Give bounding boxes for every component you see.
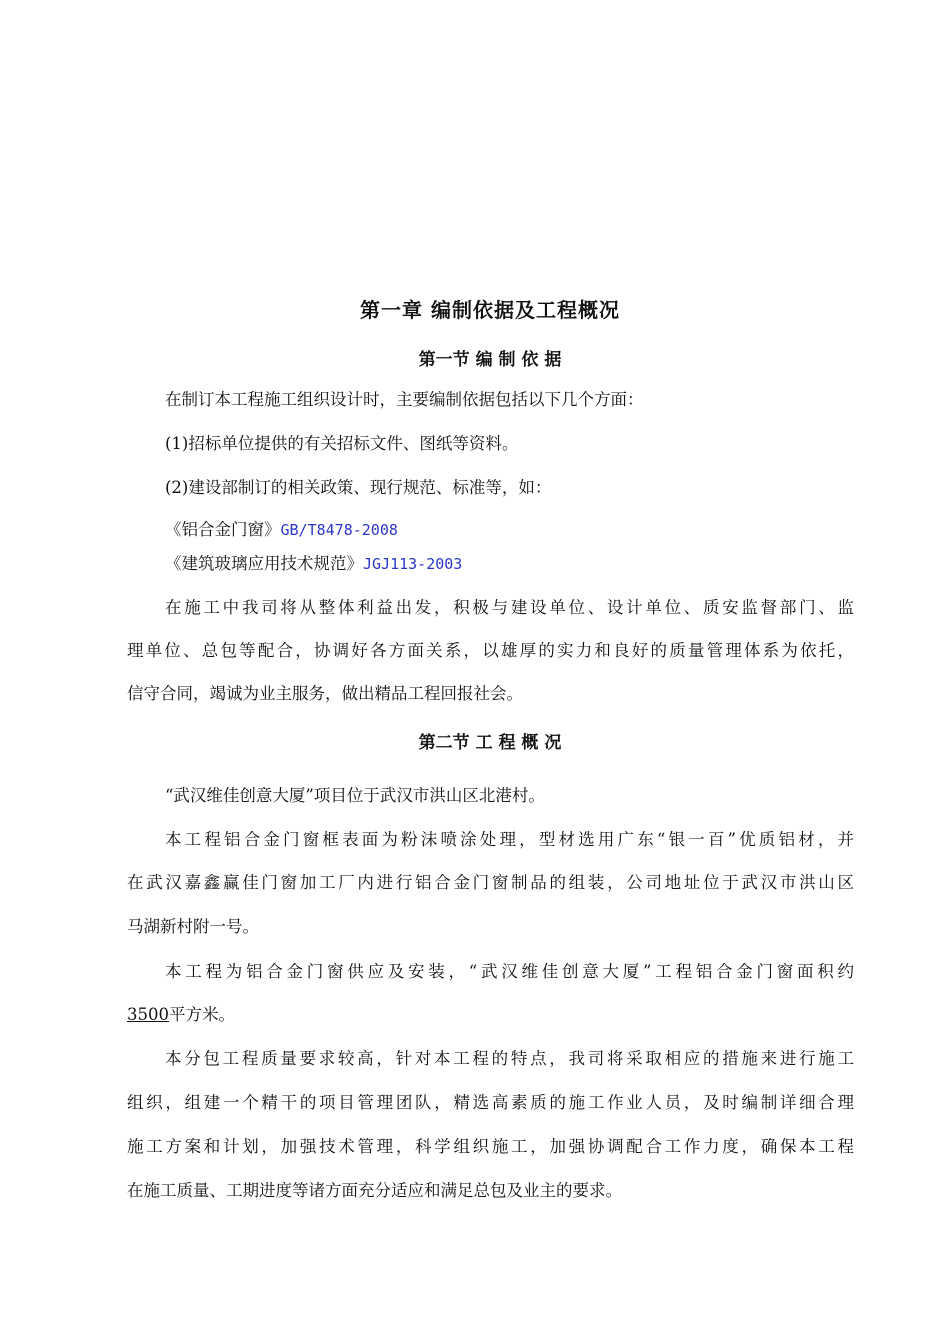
section2-para2-line-3: 马湖新村附一号。 xyxy=(127,917,259,936)
section2-para4-line-3: 施工方案和计划，加强技术管理，科学组织施工，加强协调配合工作力度，确保本工程 xyxy=(127,1137,854,1156)
standard-ref-2-title: 《建筑玻璃应用技术规范》 xyxy=(165,554,363,573)
standard-ref-1-title: 《铝合金门窗》 xyxy=(165,520,281,539)
standard-ref-2-code: JGJ113-2003 xyxy=(363,555,463,573)
section2-para4-line-2: 组织，组建一个精干的项目管理团队，精选高素质的施工作业人员，及时编制详细合理 xyxy=(127,1093,854,1112)
section2-para2-line-1: 本工程铝合金门窗框表面为粉沫喷涂处理，型材选用广东“银一百”优质铝材，并 xyxy=(165,830,854,849)
project-location: “武汉维佳创意大厦”项目位于武汉市洪山区北港村。 xyxy=(165,786,545,805)
section2-title: 第二节 工 程 概 况 xyxy=(418,733,562,753)
section2-para4-line-1: 本分包工程质量要求较高，针对本工程的特点，我司将采取相应的措施来进行施工 xyxy=(165,1049,854,1068)
window-area-unit: 平方米。 xyxy=(169,1005,235,1024)
basis-item-1: (1)招标单位提供的有关招标文件、图纸等资料。 xyxy=(165,434,519,453)
standard-ref-2 xyxy=(165,550,462,574)
section2-para4-line-4: 在施工质量、工期进度等诸方面充分适应和满足总包及业主的要求。 xyxy=(127,1181,622,1200)
section1-paragraph-line-3: 信守合同，竭诚为业主服务，做出精品工程回报社会。 xyxy=(127,684,523,703)
standard-ref-1-code: GB/T8478-2008 xyxy=(280,521,398,539)
section2-para3-line-1: 本工程为铝合金门窗供应及安装，“武汉维佳创意大厦”工程铝合金门窗面积约 xyxy=(165,962,854,981)
section1-paragraph-line-1: 在施工中我司将从整体利益出发，积极与建设单位、设计单位、质安监督部门、监 xyxy=(165,598,854,617)
standard-ref-1 xyxy=(165,516,398,540)
section1-intro: 在制订本工程施工组织设计时，主要编制依据包括以下几个方面： xyxy=(165,390,644,409)
section2-para2-line-2: 在武汉嘉鑫赢佳门窗加工厂内进行铝合金门窗制品的组装，公司地址位于武汉市洪山区 xyxy=(127,873,854,892)
basis-item-2: (2)建设部制订的相关政策、现行规范、标准等，如： xyxy=(165,478,552,497)
section1-title: 第一节 编 制 依 据 xyxy=(418,350,562,370)
window-area-value: 3500 xyxy=(127,1005,169,1024)
section2-para3-line-2 xyxy=(127,1001,235,1025)
chapter-title: 第一章 编制依据及工程概况 xyxy=(360,298,620,322)
section1-paragraph-line-2: 理单位、总包等配合，协调好各方面关系，以雄厚的实力和良好的质量管理体系为依托， xyxy=(127,641,854,660)
